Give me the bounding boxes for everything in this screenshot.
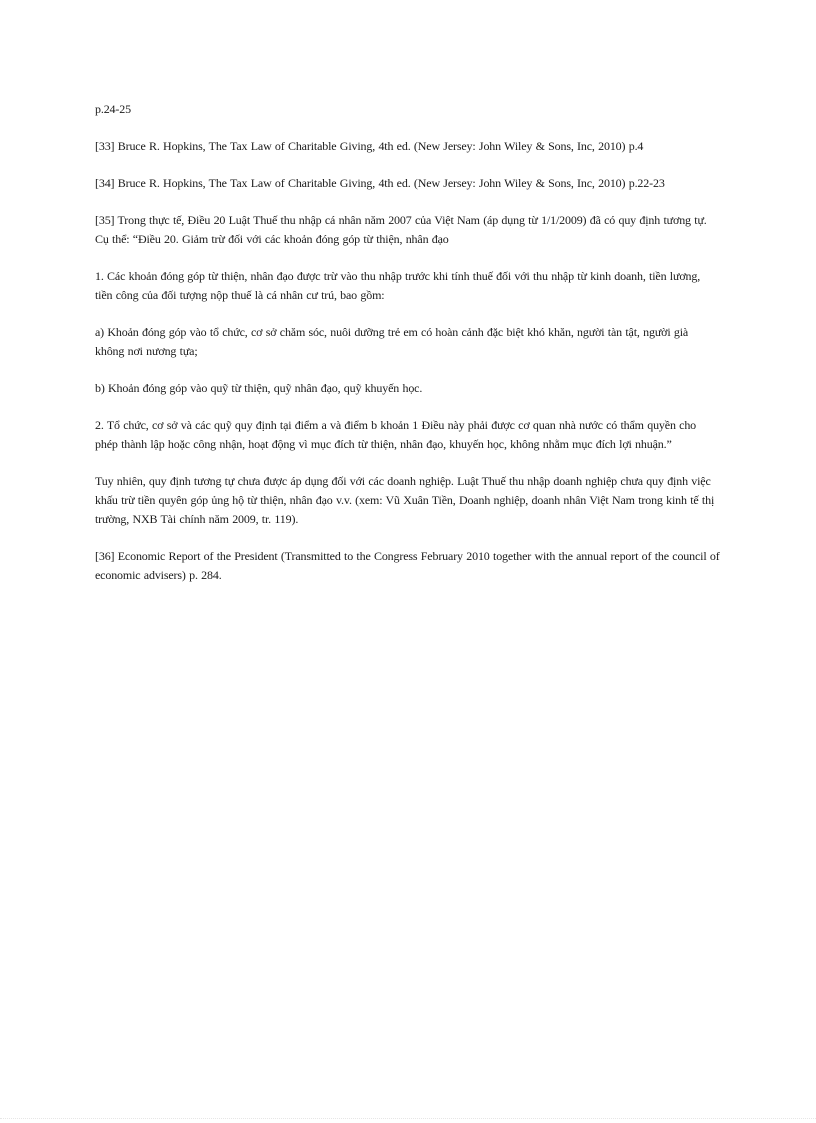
footnote-35-item-a: a) Khoản đóng góp vào tổ chức, cơ sở chăm sóc, nuôi dưỡng trẻ em có hoàn cảnh đặc biệt khó khăn, người tàn tật, người già không nơi nương tựa; — [95, 325, 689, 358]
footnote-33: [33] Bruce R. Hopkins, The Tax Law of Charitable Giving, 4th ed. (New Jersey: John Wiley & Sons, Inc, 2010) p.4 — [95, 139, 644, 153]
footnote-35-item-1: 1. Các khoản đóng góp từ thiện, nhân đạo được trừ vào thu nhập trước khi tính thuế đối với thu nhập từ kinh doanh, tiền lương, tiền công của đối tượng nộp thuế là cá nhân cư trú, bao gồm: — [95, 269, 701, 302]
footnote-35: [35] Trong thực tế, Điều 20 Luật Thuế thu nhập cá nhân năm 2007 của Việt Nam (áp dụng từ 1/1/2009) đã có quy định tương tự. Cụ thể: “Điều 20. Giảm trừ đối với các khoản đóng góp từ thiện, nhân đạo — [95, 213, 707, 246]
footnote-35-commentary: Tuy nhiên, quy định tương tự chưa được áp dụng đối với các doanh nghiệp. Luật Thuế thu nhập doanh nghiệp chưa quy định việc khấu trừ tiền quyên góp ủng hộ từ thiện, nhân đạo v.v. (xem: Vũ Xuân Tiền, Doanh nghiệp, doanh nhân Việt Nam trong kinh tế thị trường, NXB Tài chính năm 2009, tr. 119). — [95, 474, 715, 526]
document-page — [95, 100, 720, 603]
page-bottom-divider — [0, 1118, 816, 1119]
footnote-35-item-2: 2. Tổ chức, cơ sở và các quỹ quy định tại điểm a và điểm b khoản 1 Điều này phải được cơ quan nhà nước có thẩm quyền cho phép thành lập hoặc công nhận, hoạt động vì mục đích từ thiện, nhân đạo, khuyến học, không nhằm mục đích lợi nhuận.” — [95, 418, 697, 451]
footnote-35-item-b: b) Khoản đóng góp vào quỹ từ thiện, quỹ nhân đạo, quỹ khuyến học. — [95, 381, 423, 395]
footnote-36: [36] Economic Report of the President (Transmitted to the Congress February 2010 together with the annual report of the council of economic advisers) p. 284. — [95, 549, 720, 582]
footnote-34: [34] Bruce R. Hopkins, The Tax Law of Charitable Giving, 4th ed. (New Jersey: John Wiley & Sons, Inc, 2010) p.22-23 — [95, 176, 665, 190]
footnote-continuation: p.24-25 — [95, 102, 131, 116]
